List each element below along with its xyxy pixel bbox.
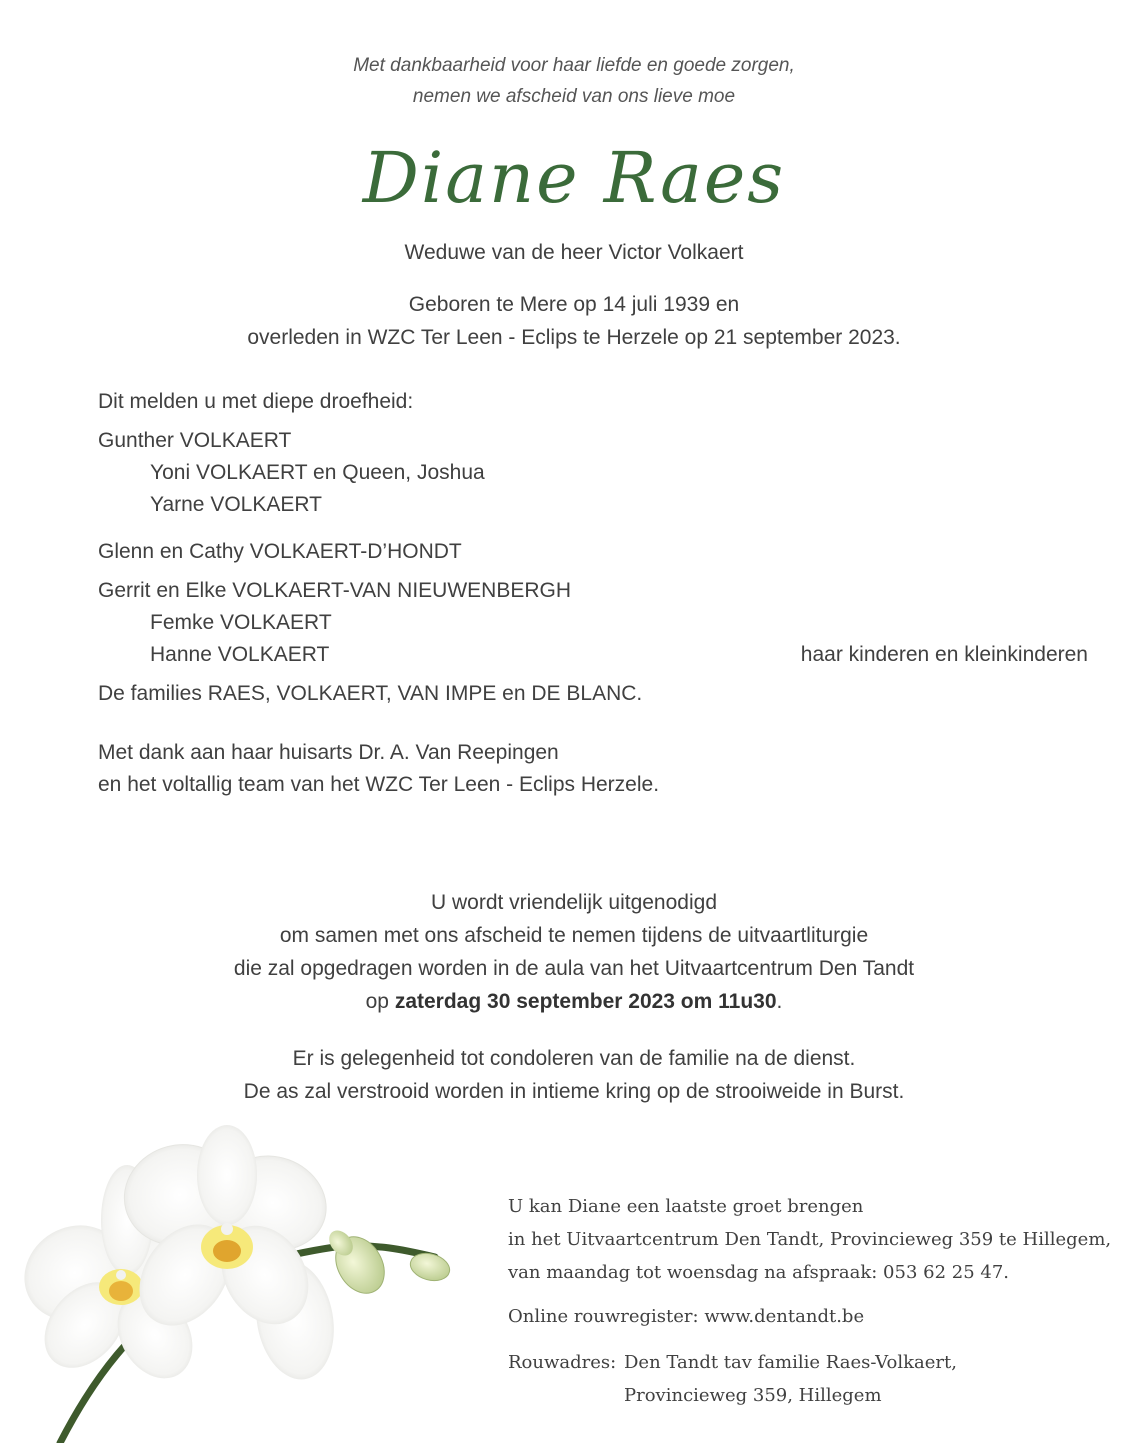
condolence-text [0,1042,1148,1108]
thanks-text [98,737,659,801]
deceased-name: Diane Raes [362,137,786,219]
visit-info [508,1190,1111,1289]
condolence-line-1: Er is gelegenheid tot condoleren van de familie na de dienst. [292,1047,856,1070]
extended-families: De families RAES, VOLKAERT, VAN IMPE en DE BLANC. [98,682,643,705]
thanks-line-2: en het voltallig team van het WZC Ter Leen - Eclips Herzele. [98,773,660,796]
family-group-gunther [98,425,485,521]
family-relation: haar kinderen en kleinkinderen [800,643,1088,666]
birth-death-text [0,288,1148,354]
online-register: Online rouwregister: www.dentandt.be [508,1306,865,1327]
orchid-flower-icon [15,1125,465,1443]
intro-text [0,50,1148,112]
family-member: Gerrit en Elke VOLKAERT-VAN NIEUWENBERGH [98,579,572,602]
invite-line-3: die zal opgedragen worden in de aula van het Uitvaartcentrum Den Tandt [233,957,915,980]
invite-line-4 [0,985,1148,1018]
family-member: Glenn en Cathy VOLKAERT-D’HONDT [98,540,462,563]
family-member: Yarne VOLKAERT [150,493,322,516]
service-date: zaterdag 30 september 2023 om 11u30 [394,990,777,1013]
address-line-1: Den Tandt tav familie Raes-Volkaert, [624,1352,957,1373]
intro-line-1: Met dankbaarheid voor haar liefde en goede zorgen, [353,55,795,76]
family-member: Femke VOLKAERT [150,611,332,634]
invite-line-1: U wordt vriendelijk uitgenodigd [431,891,717,914]
family-group-gerrit [98,575,571,671]
family-member: Hanne VOLKAERT [150,643,330,666]
address-label: Rouwadres: [508,1352,617,1373]
condolence-line-2: De as zal verstrooid worden in intieme kring op de strooiweide in Burst. [243,1080,905,1103]
death-line: overleden in WZC Ter Leen - Eclips te Herzele op 21 september 2023. [247,326,901,349]
invitation-text [0,886,1148,1018]
invite-suffix: . [776,990,783,1013]
family-member: Yoni VOLKAERT en Queen, Joshua [150,461,485,484]
visit-line-2: in het Uitvaartcentrum Den Tandt, Provincieweg 359 te Hillegem, [508,1229,1112,1250]
intro-line-2: nemen we afscheid van ons lieve moe [412,86,736,107]
invite-prefix: op [365,990,395,1013]
visit-line-1: U kan Diane een laatste groet brengen [508,1196,864,1217]
widow-line: Weduwe van de heer Victor Volkaert [404,241,744,264]
invite-line-2: om samen met ons afscheid te nemen tijdens de uitvaartliturgie [279,924,869,947]
family-heading: Dit melden u met diepe droefheid: [98,390,414,413]
birth-line: Geboren te Mere op 14 juli 1939 en [408,293,740,316]
family-member: Gunther VOLKAERT [98,429,292,452]
thanks-line-1: Met dank aan haar huisarts Dr. A. Van Reepingen [98,741,559,764]
address-line-2: Provincieweg 359, Hillegem [624,1385,882,1406]
visit-line-3: van maandag tot woensdag na afspraak: 053 62 25 47. [508,1262,1010,1283]
address-block [624,1346,957,1412]
